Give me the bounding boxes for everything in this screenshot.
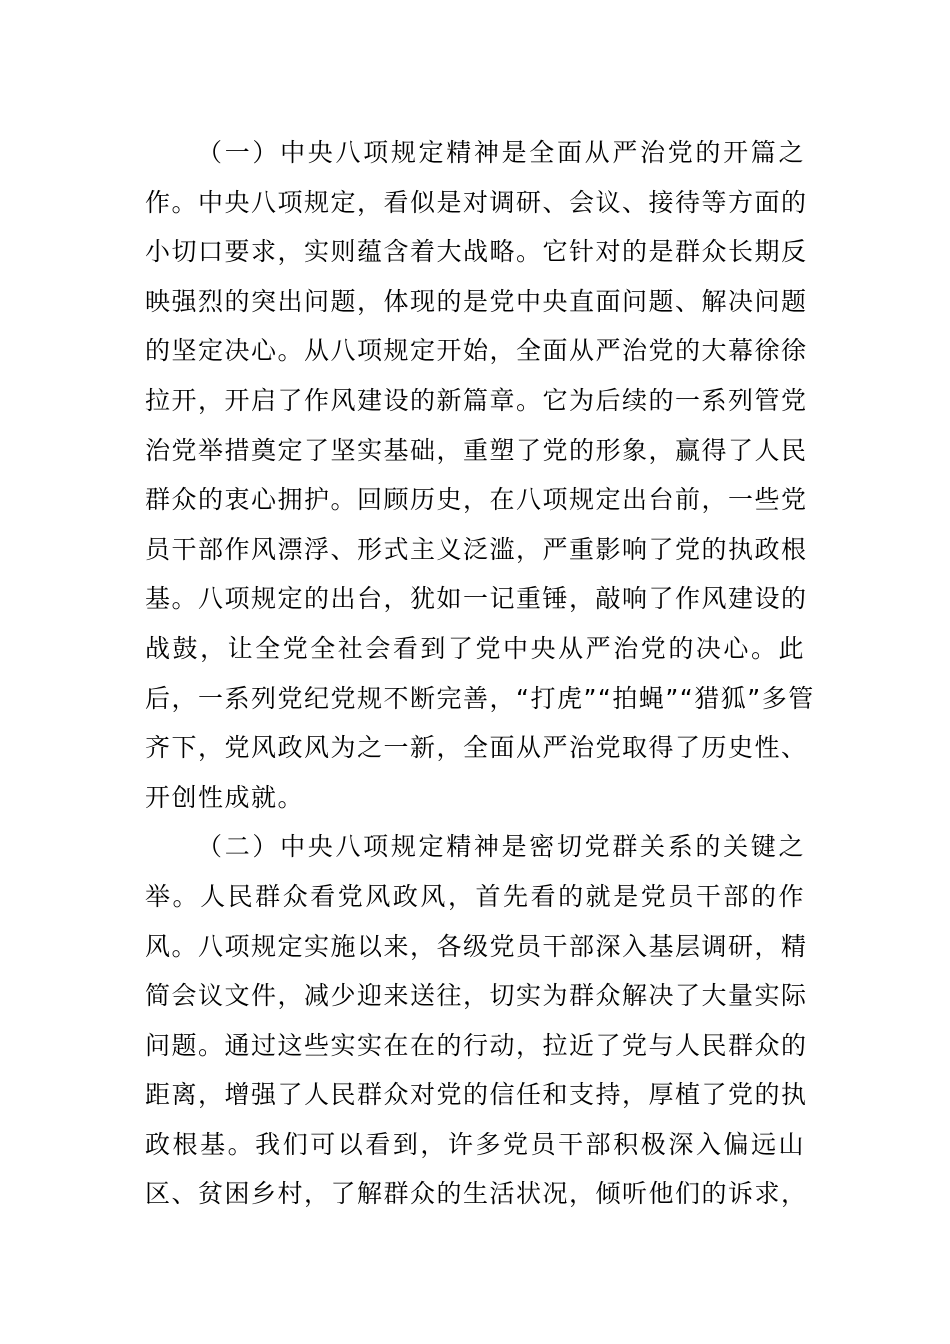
document-body xyxy=(145,128,815,1219)
text-line: 齐下，党风政风为之一新，全面从严治党取得了历史性、 xyxy=(145,733,808,763)
text-line: 问题。通过这些实实在在的行动，拉近了党与人民群众的 xyxy=(145,1030,808,1060)
text-line: 的坚定决心。从八项规定开始，全面从严治党的大幕徐徐 xyxy=(145,336,808,366)
text-line: 拉开，开启了作风建设的新篇章。它为后续的一系列管党 xyxy=(145,385,808,415)
text-line: （一）中央八项规定精神是全面从严治党的开篇之 xyxy=(197,138,805,167)
text-line: （二）中央八项规定精神是密切党群关系的关键之 xyxy=(197,832,805,862)
text-line: 群众的衷心拥护。回顾历史，在八项规定出台前，一些党 xyxy=(145,485,808,515)
text-line: 映强烈的突出问题，体现的是党中央直面问题、解决问题 xyxy=(145,286,808,316)
text-line: 后，一系列党纪党规不断完善，“打虎”“拍蝇”“猎狐”多管 xyxy=(145,683,815,713)
text-line: 基。八项规定的出台，犹如一记重锤，敲响了作风建设的 xyxy=(145,584,808,614)
text-line: 距离，增强了人民群众对党的信任和支持，厚植了党的执 xyxy=(145,1080,808,1110)
text-line: 区、贫困乡村，了解群众的生活状况，倾听他们的诉求， xyxy=(145,1179,808,1209)
paragraph-2 xyxy=(145,822,808,1219)
text-line: 简会议文件，减少迎来送往，切实为群众解决了大量实际 xyxy=(145,981,808,1011)
text-line: 战鼓，让全党全社会看到了党中央从严治党的决心。此 xyxy=(145,633,805,663)
text-line: 治党举措奠定了坚实基础，重塑了党的形象，赢得了人民 xyxy=(145,435,808,465)
text-line: 作。中央八项规定，看似是对调研、会议、接待等方面的 xyxy=(145,187,808,217)
text-line: 开创性成就。 xyxy=(145,782,305,812)
text-line: 政根基。我们可以看到，许多党员干部积极深入偏远山 xyxy=(145,1129,805,1159)
paragraph-1 xyxy=(145,128,815,822)
text-line: 风。八项规定实施以来，各级党员干部深入基层调研，精 xyxy=(145,931,808,961)
text-line: 举。人民群众看党风政风，首先看的就是党员干部的作 xyxy=(145,881,805,911)
text-line: 员干部作风漂浮、形式主义泛滥，严重影响了党的执政根 xyxy=(145,534,808,564)
text-line: 小切口要求，实则蕴含着大战略。它针对的是群众长期反 xyxy=(145,237,808,267)
